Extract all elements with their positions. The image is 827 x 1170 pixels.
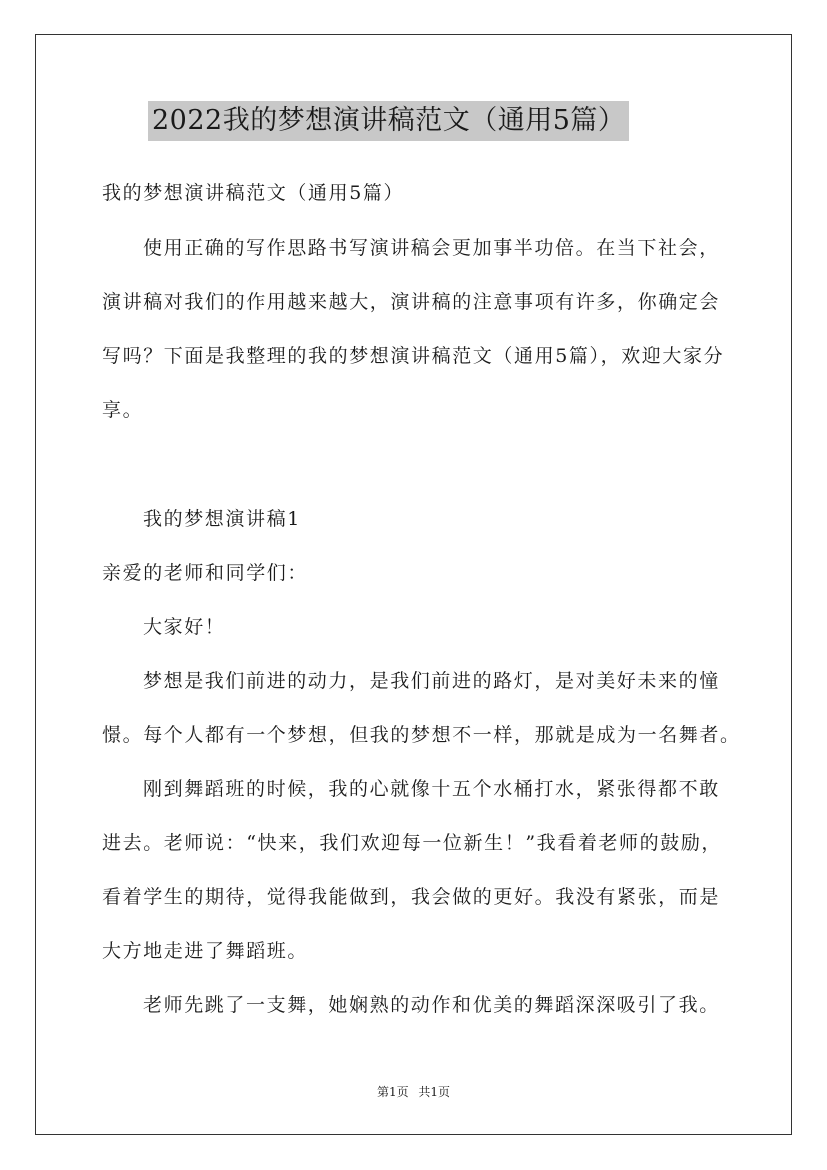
intro-line-2: 演讲稿对我们的作用越来越大，演讲稿的注意事项有许多，你确定会	[102, 291, 721, 313]
section-heading: 我的梦想演讲稿1	[143, 508, 301, 530]
paragraph-2-line-3: 看着学生的期待，觉得我能做到，我会做的更好。我没有紧张，而是	[102, 886, 721, 908]
page-number-total: 共1页	[418, 1085, 451, 1099]
document-title: 2022我的梦想演讲稿范文（通用5篇）	[148, 101, 629, 141]
page-footer	[0, 1084, 827, 1100]
paragraph-3-line-1: 老师先跳了一支舞，她娴熟的动作和优美的舞蹈深深吸引了我。	[143, 994, 720, 1016]
paragraph-2-line-2: 进去。老师说：“快来，我们欢迎每一位新生！”我看着老师的鼓励，	[102, 832, 723, 854]
paragraph-2-line-1: 刚到舞蹈班的时候，我的心就像十五个水桶打水，紧张得都不敢	[143, 778, 720, 800]
document-subtitle: 我的梦想演讲稿范文（通用5篇）	[102, 182, 405, 204]
paragraph-1-line-2: 憬。每个人都有一个梦想，但我的梦想不一样，那就是成为一名舞者。	[102, 724, 741, 746]
page-number-current: 第1页	[376, 1085, 409, 1099]
paragraph-2-line-4: 大方地走进了舞蹈班。	[102, 940, 309, 962]
intro-line-4: 享。	[102, 399, 144, 421]
intro-line-1: 使用正确的写作思路书写演讲稿会更加事半功倍。在当下社会，	[143, 237, 720, 259]
salutation: 亲爱的老师和同学们：	[102, 562, 309, 584]
intro-line-3: 写吗？下面是我整理的我的梦想演讲稿范文（通用5篇），欢迎大家分	[102, 345, 725, 367]
greeting: 大家好！	[143, 616, 226, 638]
paragraph-1-line-1: 梦想是我们前进的动力，是我们前进的路灯，是对美好未来的憧	[143, 670, 720, 692]
